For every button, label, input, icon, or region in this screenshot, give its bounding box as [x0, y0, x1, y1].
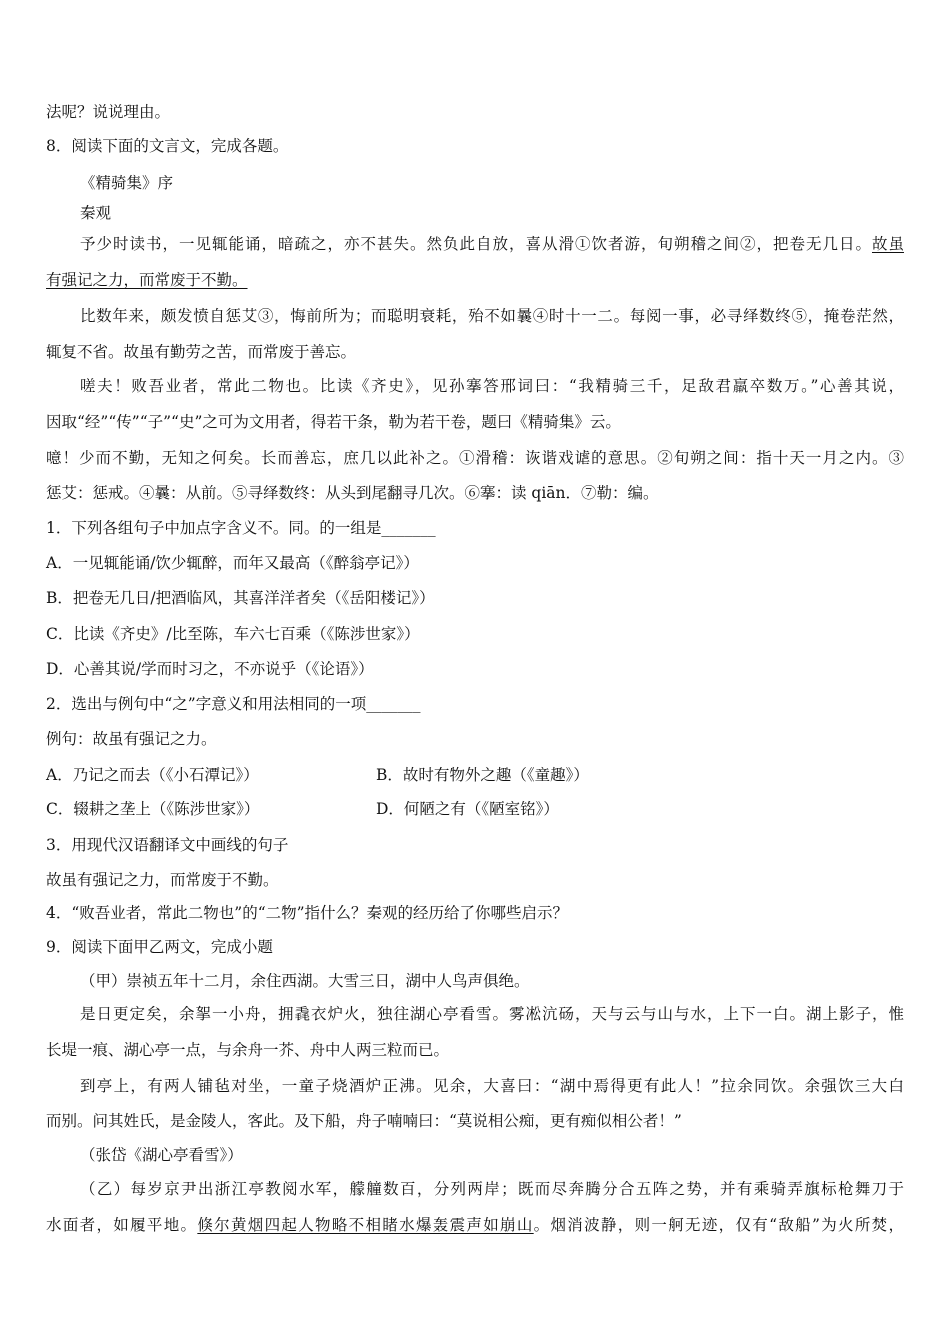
- text-segment: 长堤一痕、湖心亭一点，与余舟一芥、舟中人两三粒而已。: [46, 1041, 450, 1059]
- text-line: [46, 270, 904, 290]
- question-1: [46, 518, 904, 538]
- text-line: [46, 448, 904, 468]
- text-line: [46, 553, 904, 573]
- text-line: [46, 376, 904, 396]
- text-segment: 8．阅读下面的文言文，完成各题。: [46, 137, 289, 155]
- essay-title: [46, 173, 904, 193]
- text-line: [46, 765, 904, 785]
- text-line: [46, 1179, 904, 1199]
- essay-author: [46, 203, 904, 223]
- text-segment: D．心善其说/学而时习之，不亦说乎（《论语》）: [46, 660, 374, 678]
- text-segment: 2．选出与例句中“之”字意义和用法相同的一项_______: [46, 695, 421, 713]
- text-segment: 是日更定矣，余挐一小舟，拥毳衣炉火，独往湖心亭看雪。雾凇沆砀，天与云与山与水，上下一白。湖上影子，惟: [80, 1005, 904, 1023]
- text-line: [46, 971, 904, 991]
- text-segment: 《精骑集》序: [80, 174, 174, 192]
- text-line: [46, 588, 904, 608]
- text-line: [46, 1215, 904, 1235]
- text-segment: 4．“败吾业者，常此二物也”的“二物”指什么？秦观的经历给了你哪些启示？: [46, 904, 569, 922]
- text-line: [46, 306, 904, 326]
- text-segment: 辄复不省。故虽有勤劳之苦，而常废于善忘。: [46, 343, 357, 361]
- text-line: [46, 234, 904, 254]
- text-segment: 1．下列各组句子中加点字含义不。同。的一组是_______: [46, 519, 436, 537]
- text-segment: 比数年来，颇发愤自惩艾③，悔前所为；而聪明衰耗，殆不如曩④时十一二。每阅一事，必寻绎数终⑤，掩卷茫然，: [80, 307, 904, 325]
- option-right-column: B．故时有物外之趣（《童趣》）: [376, 766, 589, 784]
- text-segment: A．乃记之而去（《小石潭记》）: [46, 766, 259, 784]
- underlined-sentence: 故虽: [871, 235, 904, 253]
- question-2: [46, 694, 904, 714]
- text-line: [46, 412, 904, 432]
- question-9-heading: [46, 937, 904, 957]
- underlined-sentence: 倏尔黄烟四起人物略不相睹水爆轰震声如崩山: [197, 1216, 534, 1234]
- text-line: [46, 483, 904, 503]
- text-line: [46, 1111, 904, 1131]
- text-segment: 嗟夫！败吾业者，常此二物也。比读《齐史》，见孙搴答邢词曰：“我精骑三千，足敌君羸卒数万。”心善其说，: [80, 377, 904, 395]
- text-segment: 而别。问其姓氏，是金陵人，客此。及下船，舟子喃喃曰：“莫说相公痴，更有痴似相公者！”: [46, 1112, 682, 1130]
- text-segment: 惩艾：惩戒。④曩：从前。⑤寻绎数终：从头到尾翻寻几次。⑥搴：读 qiān．⑦勒：编。: [46, 484, 659, 502]
- text-segment: 水面者，如履平地。: [46, 1216, 198, 1234]
- text-line: [46, 870, 904, 890]
- option-right-column: D．何陋之有（《陋室铭》）: [376, 800, 559, 818]
- text-segment: （乙）每岁京尹出浙江亭教阅水军，艨艟数百，分列两岸；既而尽奔腾分合五阵之势，并有乘骑弄旗标枪舞刀于: [80, 1180, 904, 1198]
- text-line: [46, 1040, 904, 1060]
- text-segment: （甲）崇祯五年十二月，余住西湖。大雪三日，湖中人鸟声俱绝。: [80, 972, 530, 990]
- text-segment: 例句：故虽有强记之力。: [46, 730, 217, 748]
- text-segment: C．比读《齐史》/比至陈，车六七百乘（《陈涉世家》）: [46, 625, 420, 643]
- text-line: [46, 1076, 904, 1096]
- text-segment: B．把卷无几日/把酒临风，其喜洋洋者矣（《岳阳楼记》）: [46, 589, 435, 607]
- text-segment: A．一见辄能诵/饮少辄醉，而年又最高（《醉翁亭记》）: [46, 554, 419, 572]
- text-line: [46, 342, 904, 362]
- example-sentence: [46, 729, 904, 749]
- text-line: [46, 624, 904, 644]
- text-line: [46, 1004, 904, 1024]
- text-segment: 9．阅读下面甲乙两文，完成小题: [46, 938, 273, 956]
- text-segment: 3．用现代汉语翻译文中画线的句子: [46, 836, 289, 854]
- text-line: [46, 799, 904, 819]
- question-3: [46, 835, 904, 855]
- text-line: [46, 659, 904, 679]
- text-segment: 故虽有强记之力，而常废于不勤。: [46, 871, 279, 889]
- text-segment: （张岱《湖心亭看雪》）: [80, 1146, 243, 1164]
- text-segment: 因取“经”“传”“子”“史”之可为文用者，得若干条，勒为若干卷，题曰《精骑集》云。: [46, 413, 621, 431]
- text-segment: 秦观: [80, 204, 112, 222]
- underlined-sentence: 有强记之力，而常废于不勤。: [46, 271, 248, 289]
- text-segment: 法呢？说说理由。: [46, 103, 171, 121]
- text-segment: 。烟消波静，则一舸无迹，仅有“敌船”为火所焚，: [533, 1216, 904, 1234]
- question-8-heading: [46, 136, 904, 156]
- text-segment: 噫！少而不勤，无知之何矣。长而善忘，庶几以此补之。①滑稽：诙谐戏谑的意思。②旬朔之间：指十天一月之内。③: [46, 449, 904, 467]
- question-continuation: [46, 102, 904, 122]
- text-segment: 予少时读书，一见辄能诵，暗疏之，亦不甚失。然负此自放，喜从滑①饮者游，旬朔稽之间②，把卷无几日。: [80, 235, 872, 253]
- source-citation: [46, 1145, 904, 1165]
- text-segment: 到亭上，有两人铺毡对坐，一童子烧酒炉正沸。见余，大喜曰：“湖中焉得更有此人！”拉余同饮。余强饮三大白: [80, 1077, 904, 1095]
- text-segment: C．辍耕之垄上（《陈涉世家》）: [46, 800, 260, 818]
- question-4: [46, 903, 904, 923]
